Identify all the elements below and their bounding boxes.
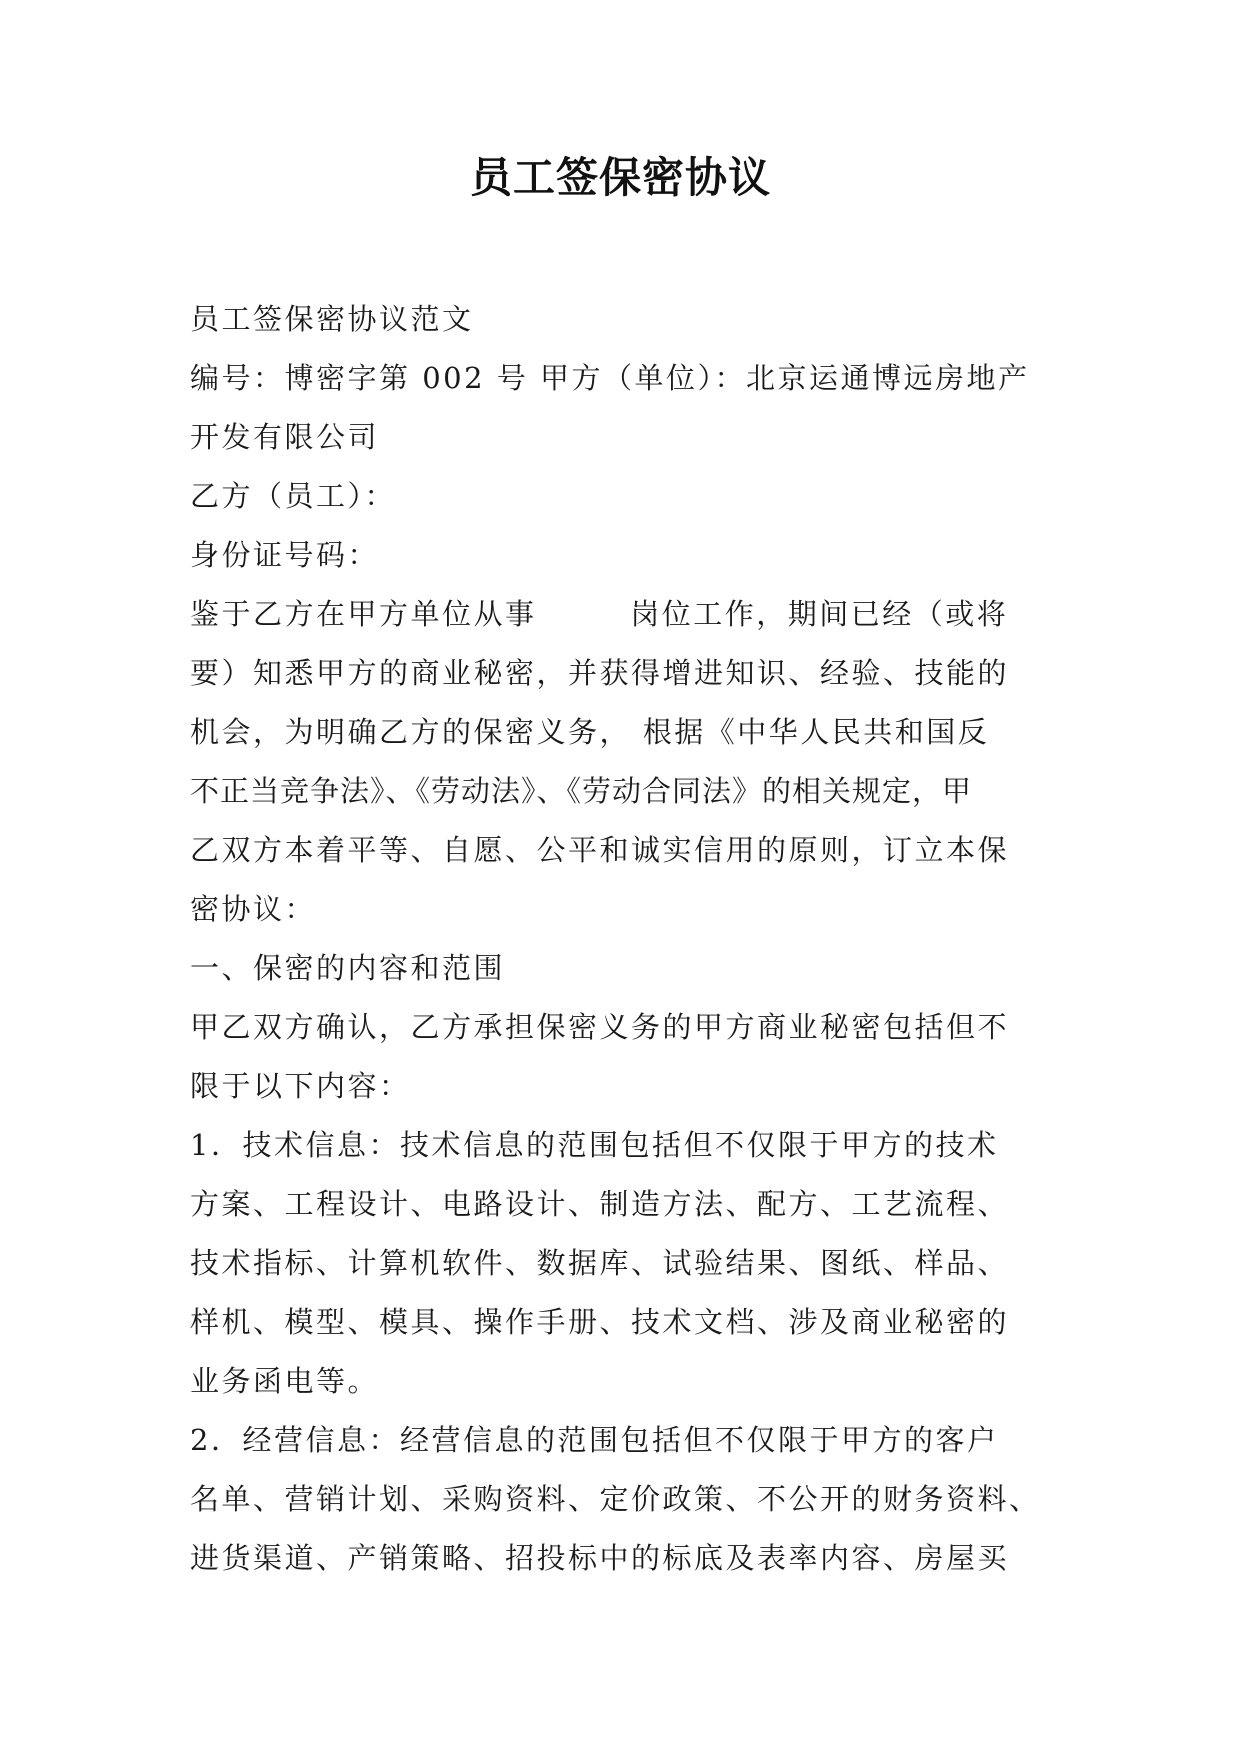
text-line: 员工签保密协议范文 bbox=[190, 302, 474, 336]
text-line: 开发有限公司 bbox=[190, 420, 380, 454]
text-line: 编号：博密字第 002 号 甲方（单位）：北京运通博远房地产 bbox=[190, 361, 1030, 395]
text-line: 机会，为明确乙方的保密义务， 根据《中华人民共和国反 bbox=[190, 715, 990, 749]
document-title: 员工签保密协议 bbox=[469, 153, 771, 202]
text-line: 1．技术信息：技术信息的范围包括但不仅限于甲方的技术 bbox=[190, 1128, 999, 1162]
text-line: 甲乙双方确认，乙方承担保密义务的甲方商业秘密包括但不 bbox=[190, 1010, 1010, 1044]
document-body bbox=[190, 290, 1060, 1588]
text-line: 进货渠道、产销策略、招投标中的标底及表率内容、房屋买 bbox=[190, 1541, 1010, 1575]
text-line: 密协议： bbox=[190, 892, 317, 926]
text-line: 身份证号码： bbox=[190, 538, 380, 572]
text-line: 乙方（员工）： bbox=[190, 479, 397, 513]
text-line: 限于以下内容： bbox=[190, 1069, 411, 1103]
text-line: 不正当竞争法》、《劳动法》、《劳动合同法》的相关规定，甲 bbox=[190, 774, 973, 808]
text-line: 2．经营信息：经营信息的范围包括但不仅限于甲方的客户 bbox=[190, 1423, 999, 1457]
text-line: 方案、工程设计、电路设计、制造方法、配方、工艺流程、 bbox=[190, 1187, 1010, 1221]
text-line: 名单、营销计划、采购资料、定价政策、不公开的财务资料、 bbox=[190, 1482, 1041, 1516]
text-line: 要）知悉甲方的商业秘密，并获得增进知识、经验、技能的 bbox=[190, 656, 1010, 690]
text-line: 鉴于乙方在甲方单位从事 岗位工作，期间已经（或将 bbox=[190, 597, 1009, 631]
text-line: 乙双方本着平等、自愿、公平和诚实信用的原则，订立本保 bbox=[190, 833, 1010, 867]
section-heading: 一、保密的内容和范围 bbox=[190, 951, 506, 985]
text-line: 技术指标、计算机软件、数据库、试验结果、图纸、样品、 bbox=[190, 1246, 1010, 1280]
text-line: 业务函电等。 bbox=[190, 1364, 380, 1398]
text-line: 样机、模型、模具、操作手册、技术文档、涉及商业秘密的 bbox=[190, 1305, 1010, 1339]
